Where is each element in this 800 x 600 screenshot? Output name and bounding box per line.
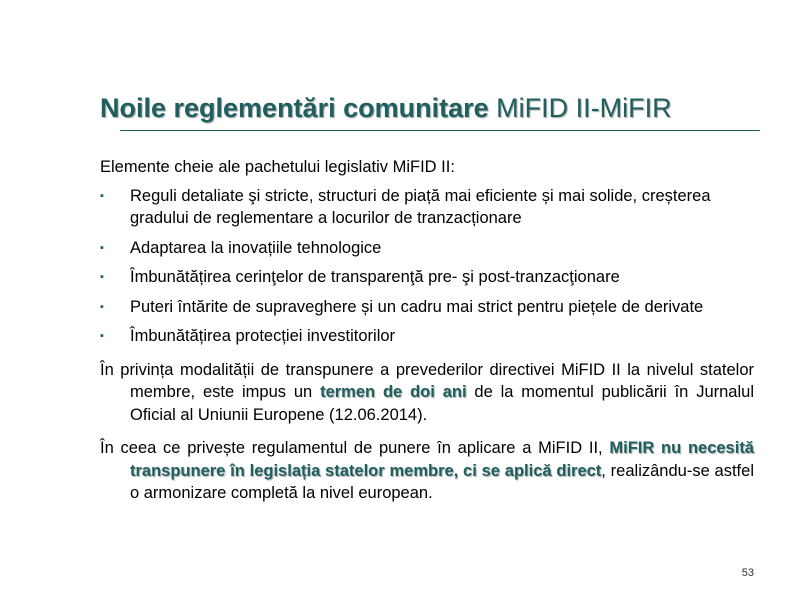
list-item-text: Îmbunătățirea protecției investitorilor [130,327,396,345]
transposition-text-after: de la momentul publicării în Jurnalul Oficial al Uniunii Europene (12.06.2014). [130,383,754,424]
slide-content [100,156,754,505]
slide-title [100,90,770,130]
regulation-paragraph [100,437,754,505]
intro-text: Elemente cheie ale pachetului legislativ MiFID II: [100,158,455,176]
transposition-paragraph [100,359,754,427]
title-divider [120,130,760,131]
list-item-text: Adaptarea la inovațiile tehnologice [130,238,382,257]
slide-title-rest: MiFID II-MiFIR [488,93,672,123]
list-item-text: Îmbunătățirea cerinţelor de transparenţă pre- şi post-tranzacţionare [130,268,620,286]
transposition-text-before: În privința modalității de transpunere a prevederilor directivei MiFID II la nivelul statelor membre, este impus un [100,360,754,401]
list-item-text: Puteri întărite de supraveghere și un cadru mai strict pentru piețele de derivate [130,297,704,316]
regulation-emphasis: MiFIR nu necesită transpunere în legislația statelor membre, ci se aplică direct [130,439,754,480]
list-item [100,266,754,289]
list-item [100,185,754,230]
slide-title-bold: Noile reglementări comunitare [100,93,489,123]
square-bullet-icon: ▪ [100,189,104,202]
list-item [100,237,754,260]
square-bullet-icon: ▪ [100,271,104,283]
square-bullet-icon: ▪ [100,300,104,313]
transposition-emphasis: termen de doi ani [320,383,467,401]
square-bullet-icon: ▪ [100,330,104,342]
key-elements-list [100,185,754,348]
page-number: 53 [741,567,754,579]
square-bullet-icon: ▪ [100,241,104,254]
regulation-text-after: , realizându-se astfel o armonizare completă la nivel european. [130,461,754,502]
list-item [100,296,754,319]
list-item [100,325,754,348]
list-item-text: Reguli detaliate şi stricte, structuri de piață mai eficiente și mai solide, creșterea gradului de reglementare a locurilor de tranzacționare [130,186,711,227]
regulation-text-before: În ceea ce privește regulamentul de punere în aplicare a MiFID II, [100,439,610,457]
